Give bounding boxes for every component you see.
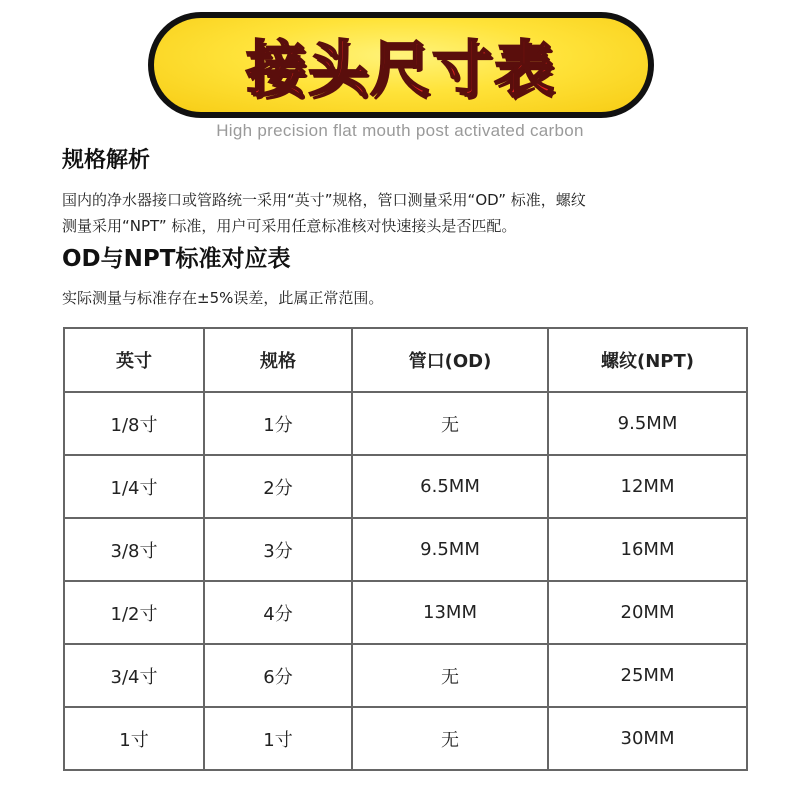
cell-npt: 30MM bbox=[548, 707, 747, 770]
title-banner-fill bbox=[154, 18, 648, 112]
table-row bbox=[64, 581, 747, 644]
table-row bbox=[64, 518, 747, 581]
table-row bbox=[64, 455, 747, 518]
header-inch: 英寸 bbox=[64, 328, 204, 392]
cell-od: 无 bbox=[352, 707, 548, 770]
cell-npt: 9.5MM bbox=[548, 392, 747, 455]
subtitle: High precision flat mouth post activated carbon bbox=[216, 121, 584, 140]
header-npt: 螺纹(NPT) bbox=[548, 328, 747, 392]
cell-inch: 1寸 bbox=[64, 707, 204, 770]
spec-description-line: 国内的净水器接口或管路统一采用“英寸”规格，管口测量采用“OD” 标准，螺纹 bbox=[62, 191, 586, 209]
od-npt-table bbox=[63, 327, 748, 771]
cell-spec: 1分 bbox=[204, 392, 352, 455]
spec-description bbox=[62, 187, 762, 239]
spec-description-line: 测量采用“NPT” 标准，用户可采用任意标准核对快速接头是否匹配。 bbox=[62, 217, 517, 235]
cell-spec: 3分 bbox=[204, 518, 352, 581]
cell-npt: 16MM bbox=[548, 518, 747, 581]
title-banner bbox=[148, 12, 654, 118]
cell-spec: 6分 bbox=[204, 644, 352, 707]
cell-npt: 25MM bbox=[548, 644, 747, 707]
table-header-row bbox=[64, 328, 747, 392]
header-od: 管口(OD) bbox=[352, 328, 548, 392]
tolerance-note: 实际测量与标准存在±5%误差，此属正常范围。 bbox=[62, 289, 384, 307]
cell-npt: 20MM bbox=[548, 581, 747, 644]
cell-spec: 2分 bbox=[204, 455, 352, 518]
cell-od: 9.5MM bbox=[352, 518, 548, 581]
section-heading-od-npt-table: OD与NPT标准对应表 bbox=[62, 246, 291, 272]
cell-inch: 3/8寸 bbox=[64, 518, 204, 581]
cell-inch: 1/8寸 bbox=[64, 392, 204, 455]
cell-npt: 12MM bbox=[548, 455, 747, 518]
table-row bbox=[64, 392, 747, 455]
cell-spec: 4分 bbox=[204, 581, 352, 644]
cell-inch: 3/4寸 bbox=[64, 644, 204, 707]
header-spec: 规格 bbox=[204, 328, 352, 392]
cell-spec: 1寸 bbox=[204, 707, 352, 770]
banner-title: 接头尺寸表 bbox=[246, 35, 556, 105]
cell-od: 6.5MM bbox=[352, 455, 548, 518]
cell-od: 无 bbox=[352, 644, 548, 707]
cell-inch: 1/4寸 bbox=[64, 455, 204, 518]
cell-od: 无 bbox=[352, 392, 548, 455]
table-row bbox=[64, 707, 747, 770]
table-row bbox=[64, 644, 747, 707]
section-heading-spec-analysis: 规格解析 bbox=[62, 148, 151, 173]
cell-od: 13MM bbox=[352, 581, 548, 644]
cell-inch: 1/2寸 bbox=[64, 581, 204, 644]
